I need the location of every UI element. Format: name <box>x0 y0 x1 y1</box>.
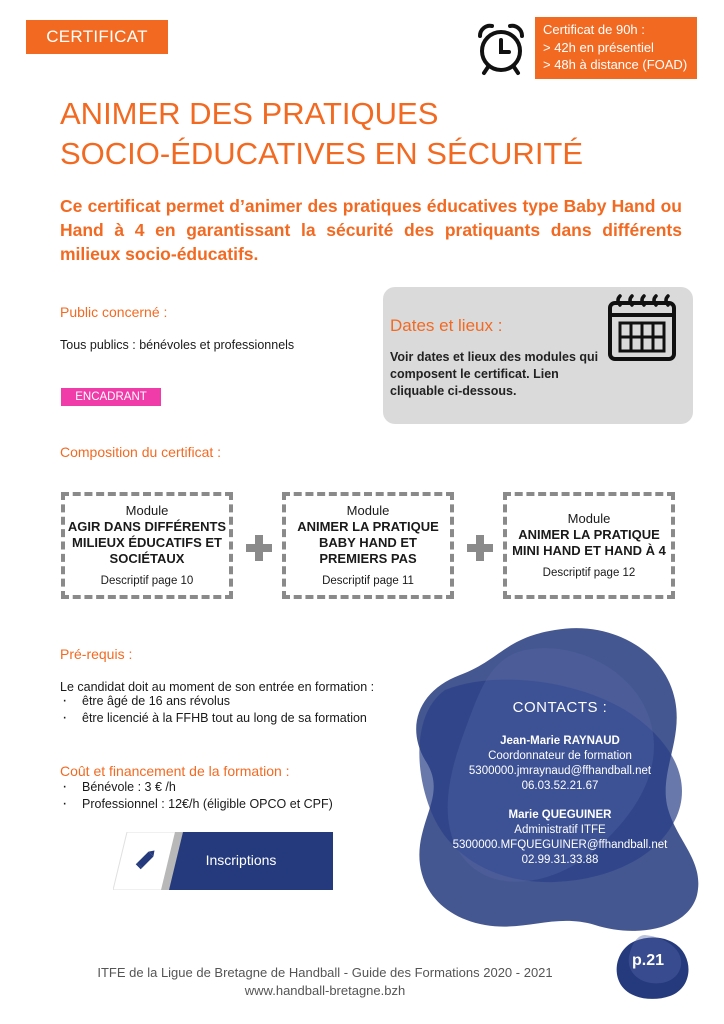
page-number: p.21 <box>631 952 664 969</box>
module-name: ANIMER LA PRATIQUE BABY HAND ET PREMIERS PAS <box>297 518 439 566</box>
inscriptions-button[interactable] <box>113 832 333 890</box>
hours-line: > 42h en présentiel <box>543 39 654 55</box>
contacts-title: CONTACTS : <box>512 699 608 716</box>
alarm-clock-icon <box>476 22 526 76</box>
plus-icon <box>467 535 493 561</box>
module-card[interactable] <box>282 492 454 599</box>
contacts-panel <box>440 700 680 868</box>
public-label: Public concerné : <box>60 304 168 320</box>
module-name: ANIMER LA PRATIQUE MINI HAND ET HAND À 4 <box>512 526 666 558</box>
contact-phone: 02.99.31.33.88 <box>521 854 599 866</box>
hours-box <box>535 17 697 79</box>
module-page: Descriptif page 10 <box>100 574 194 587</box>
page-title <box>60 94 680 174</box>
footer-line: ITFE de la Ligue de Bretagne de Handball - Guide des Formations 2020 - 2021 <box>97 965 553 980</box>
module-name: AGIR DANS DIFFÉRENTS MILIEUX ÉDUCATIFS ET SOCIÉTAUX <box>67 518 227 566</box>
cout-list <box>60 779 333 813</box>
module-title: Module <box>567 510 611 526</box>
list-item: · Professionnel : 12€/h (éligible OPCO et CPF) <box>60 796 333 813</box>
calendar-icon <box>606 293 678 363</box>
inscriptions-label[interactable]: Inscriptions <box>205 852 277 868</box>
dates-text[interactable]: Voir dates et lieux des modules qui composent le certificat. Lien cliquable ci-dessous. <box>390 350 599 398</box>
footer <box>60 964 590 1000</box>
prereq-label: Pré-requis : <box>60 646 133 662</box>
public-text: Tous publics : bénévoles et professionnels <box>60 338 295 352</box>
contact-card <box>440 808 680 868</box>
hours-line: Certificat de 90h : <box>543 22 645 37</box>
module-title: Module <box>346 502 390 518</box>
dates-title: Dates et lieux : <box>390 316 503 335</box>
intro-text: Ce certificat permet d’animer des pratiques éducatives type Baby Hand ou Hand à 4 en garantissant la sécurité des pratiquants dans différents milieux socio-éducatifs. <box>60 196 682 264</box>
certificat-tag: CERTIFICAT <box>26 20 168 54</box>
contact-role: Coordonnateur de formation <box>488 750 632 762</box>
prereq-intro: Le candidat doit au moment de son entrée en formation : <box>60 680 375 694</box>
module-title: Module <box>125 502 169 518</box>
cout-label: Coût et financement de la formation : <box>60 763 290 779</box>
list-item: · être âgé de 16 ans révolus <box>60 693 367 710</box>
contact-email[interactable]: 5300000.jmraynaud@ffhandball.net <box>468 765 652 777</box>
plus-icon <box>246 535 272 561</box>
contact-name: Jean-Marie RAYNAUD <box>500 735 620 747</box>
prereq-list <box>60 693 367 727</box>
contact-card <box>440 734 680 794</box>
module-card[interactable] <box>503 492 675 599</box>
composition-label: Composition du certificat : <box>60 444 222 460</box>
module-page: Descriptif page 12 <box>542 566 636 579</box>
hours-line: > 48h à distance (FOAD) <box>543 57 688 72</box>
module-page: Descriptif page 11 <box>322 574 414 587</box>
contact-name: Marie QUEGUINER <box>508 809 612 821</box>
list-item: · être licencié à la FFHB tout au long de sa formation <box>60 710 367 727</box>
title-line: ANIMER DES PRATIQUES <box>60 96 439 131</box>
encadrant-badge: ENCADRANT <box>61 388 161 406</box>
title-line: SOCIO-ÉDUCATIVES EN SÉCURITÉ <box>60 136 584 171</box>
footer-url[interactable]: www.handball-bretagne.bzh <box>244 983 406 998</box>
list-item: · Bénévole : 3 € /h <box>60 779 333 796</box>
module-card[interactable] <box>61 492 233 599</box>
contact-phone: 06.03.52.21.67 <box>521 780 599 792</box>
contact-email[interactable]: 5300000.MFQUEGUINER@ffhandball.net <box>452 839 668 851</box>
contact-role: Administratif ITFE <box>514 824 606 836</box>
